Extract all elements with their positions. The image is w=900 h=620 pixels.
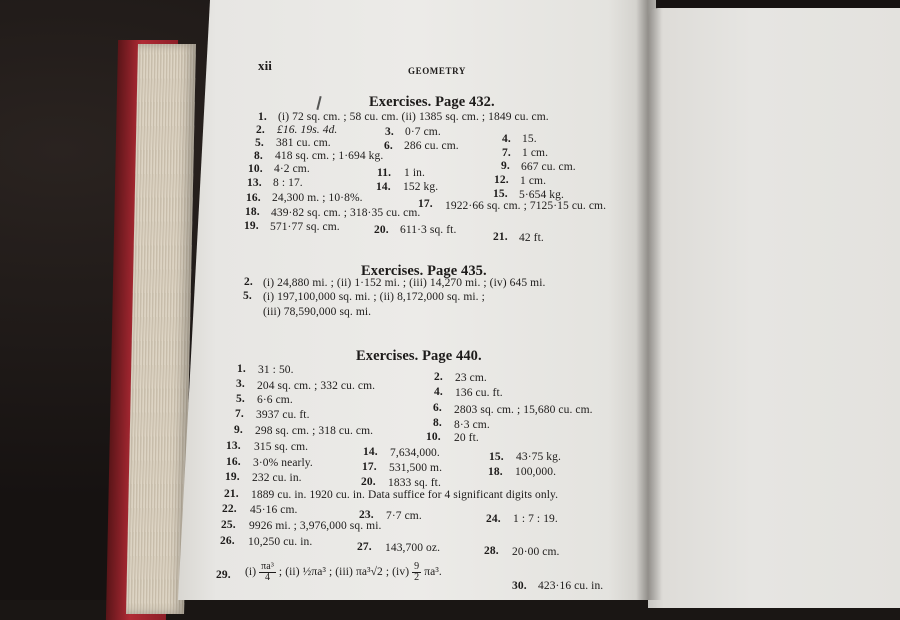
answer-text: 1922·66 sq. cm. ; 7125·15 cu. cm. xyxy=(445,200,607,212)
answer-text: (iii) 78,590,000 sq. mi. xyxy=(263,306,372,318)
answer-text: 8·3 cm. xyxy=(454,419,490,431)
answer-number: 10. xyxy=(426,431,441,443)
answer-number: 11. xyxy=(377,167,392,179)
answer-text: 1 cm. xyxy=(520,175,547,187)
answer-number: 9. xyxy=(234,424,243,436)
answer-number: 28. xyxy=(484,545,499,557)
answer-text: 152 kg. xyxy=(403,181,439,193)
answer-number: 24. xyxy=(486,513,501,525)
answer-text: 315 sq. cm. xyxy=(254,441,309,453)
answer-text: 9926 mi. ; 3,976,000 sq. mi. xyxy=(249,520,382,532)
answer-number: 21. xyxy=(224,488,239,500)
answer-text: £16. 19s. 4d. xyxy=(277,124,338,136)
answer-number: 2. xyxy=(244,276,253,288)
answer-text: 43·75 kg. xyxy=(516,451,561,463)
answer-text: (i) 72 sq. cm. ; 58 cu. cm. (ii) 1385 sq. cm. ; 1849 cu. cm. xyxy=(278,111,549,123)
answer-text: 531,500 m. xyxy=(389,462,443,474)
answer-text: 611·3 sq. ft. xyxy=(400,224,457,236)
answer-number: 3. xyxy=(236,378,245,390)
answer-text: 24,300 m. ; 10·8%. xyxy=(272,192,363,204)
answer-text: 286 cu. cm. xyxy=(404,140,459,152)
answer-text: 23 cm. xyxy=(455,372,487,384)
answer-number: 17. xyxy=(362,461,377,473)
answer-text: 6·6 cm. xyxy=(257,394,293,406)
answer-number: 12. xyxy=(494,174,509,186)
page-number: xii xyxy=(258,58,273,73)
answer-text: 423·16 cu. in. xyxy=(538,580,604,592)
answer-number: 6. xyxy=(384,140,393,152)
answer-text: 418 sq. cm. ; 1·694 kg. xyxy=(275,150,384,162)
answer-number: 16. xyxy=(226,456,241,468)
answer-number: 5. xyxy=(243,290,252,302)
answer-text: 8 : 17. xyxy=(273,177,303,189)
answer-text: 7·7 cm. xyxy=(386,510,422,522)
fraction: $\frac{\text{πa³}}{4}$ xyxy=(261,561,274,583)
answer-number: 18. xyxy=(488,466,503,478)
answer-number: 1. xyxy=(237,363,246,375)
answer-number: 7. xyxy=(502,147,511,159)
answer-text: 15. xyxy=(522,133,537,145)
answer-number: 22. xyxy=(222,503,237,515)
answer-number: 6. xyxy=(433,402,442,414)
answer-text: (i) 197,100,000 sq. mi. ; (ii) 8,172,000 sq. mi. ; xyxy=(263,291,485,303)
answer-text: 10,250 cu. in. xyxy=(248,536,313,548)
answer-text: 31 : 50. xyxy=(258,364,294,376)
answer-number: 7. xyxy=(235,408,244,420)
answer-text: 20 ft. xyxy=(454,432,479,444)
answer-text: 571·77 sq. cm. xyxy=(270,221,340,233)
answer-text: 1833 sq. ft. xyxy=(388,477,441,489)
answer-number: 19. xyxy=(244,220,259,232)
answer-number: 17. xyxy=(418,198,433,210)
answer-number: 4. xyxy=(502,133,511,145)
answer-text: 439·82 sq. cm. ; 318·35 cu. cm. xyxy=(271,207,421,219)
answer-text: 20·00 cm. xyxy=(512,546,560,558)
answer-number: 2. xyxy=(434,371,443,383)
answer-text: 381 cu. cm. xyxy=(276,137,331,149)
answer-number: 13. xyxy=(226,440,241,452)
answer-number: 27. xyxy=(357,541,372,553)
answer-text: 143,700 oz. xyxy=(385,542,441,554)
section-title: Exercises. Page 432. xyxy=(369,94,495,110)
answer-text: 1 cm. xyxy=(522,147,549,159)
answer-text: 45·16 cm. xyxy=(250,504,298,516)
answer-text: 204 sq. cm. ; 332 cu. cm. xyxy=(257,380,376,392)
answer-number: 9. xyxy=(501,160,510,172)
answer-number: 21. xyxy=(493,231,508,243)
answer-29: (i) $\frac{\text{πa³}}{4}$ ; (ii) ½πa³ ; (iii) πa³√2 ; (iv) $\frac{9}{2}$ πa³. xyxy=(245,561,442,583)
answer-number: 19. xyxy=(225,471,240,483)
answer-text: 2803 sq. cm. ; 15,680 cu. cm. xyxy=(454,404,593,416)
answer-text: 298 sq. cm. ; 318 cu. cm. xyxy=(255,425,374,437)
answer-number: 26. xyxy=(220,535,235,547)
answer-text: 1 in. xyxy=(404,167,425,179)
answer-text: 667 cu. cm. xyxy=(521,161,576,173)
section-title: Exercises. Page 435. xyxy=(361,263,487,279)
answer-number: 16. xyxy=(246,192,261,204)
answer-number: 18. xyxy=(245,206,260,218)
answer-number: 23. xyxy=(359,509,374,521)
answer-number: 3. xyxy=(385,126,394,138)
fraction: $\frac{9}{2}$ xyxy=(414,561,420,583)
answer-text: 3·0% nearly. xyxy=(253,457,313,469)
answer-number: 8. xyxy=(433,417,442,429)
answer-number: 15. xyxy=(489,451,504,463)
answer-text: 42 ft. xyxy=(519,232,544,244)
answer-text: 3937 cu. ft. xyxy=(256,409,310,421)
answer-number: 5. xyxy=(236,393,245,405)
answer-text: 136 cu. ft. xyxy=(455,387,503,399)
answer-number: 1. xyxy=(258,111,267,123)
answer-number: 25. xyxy=(221,519,236,531)
answer-text: (i) 24,880 mi. ; (ii) 1·152 mi. ; (iii) 14,270 mi. ; (iv) 645 mi. xyxy=(263,277,546,289)
answer-text: 1889 cu. in. 1920 cu. in. Data suffice for 4 significant digits only. xyxy=(251,489,559,501)
answer-text: 5·654 kg. xyxy=(519,189,564,201)
answer-number: 2. xyxy=(256,124,265,136)
answer-text: 100,000. xyxy=(515,466,557,478)
answer-number: 14. xyxy=(363,446,378,458)
answer-number: 13. xyxy=(247,177,262,189)
answer-text: 7,634,000. xyxy=(390,447,440,459)
answer-text: 4·2 cm. xyxy=(274,163,310,175)
answer-number: 5. xyxy=(255,137,264,149)
answer-number: 29. xyxy=(216,569,231,581)
answer-number: 4. xyxy=(434,386,443,398)
answer-number: 30. xyxy=(512,580,527,592)
answer-text: 0·7 cm. xyxy=(405,126,441,138)
answer-number: 20. xyxy=(374,224,389,236)
answer-text: 1 : 7 : 19. xyxy=(513,513,558,525)
running-header: GEOMETRY xyxy=(408,66,466,76)
answer-number: 15. xyxy=(493,188,508,200)
answer-text: 232 cu. in. xyxy=(252,472,302,484)
answer-number: 8. xyxy=(254,150,263,162)
answer-number: 10. xyxy=(248,163,263,175)
answer-number: 20. xyxy=(361,476,376,488)
answer-number: 14. xyxy=(376,181,391,193)
section-title: Exercises. Page 440. xyxy=(356,348,482,364)
